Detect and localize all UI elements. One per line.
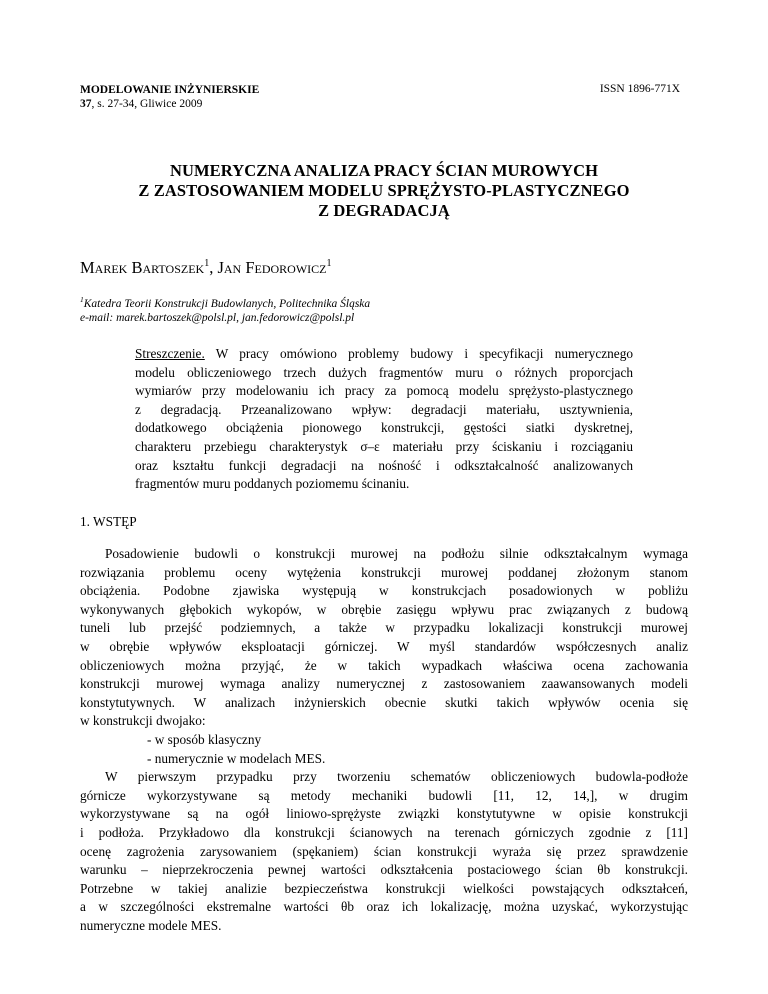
body-line: rozwiązania problemu oceny wytężenia konstrukcji murowej poddanej złożonym stanom xyxy=(80,564,688,580)
body-line: konstytutywnych. W analizach inżynierskich obecnie skutki takich wpływów ocenia się xyxy=(80,694,688,710)
body-line: w obrębie wpływów eksploatacji górniczej. W myśl standardów współczesnych analiz xyxy=(80,638,688,654)
affil-mark: 1 xyxy=(80,295,84,304)
body-line: górnicze wykorzystywane są metody mechaniki budowli [11, 12, 14,], w drugim xyxy=(80,787,688,803)
title-line: NUMERYCZNA ANALIZA PRACY ŚCIAN MUROWYCH xyxy=(169,161,599,180)
author-affil-mark: 1 xyxy=(204,258,210,269)
body-line: tuneli lub przejść podziemnych, a także w przypadku lokalizacji konstrukcji murowej xyxy=(80,620,688,636)
abstract-line: charakteru przebiegu charakterystyk σ–ε materiału przy ściskaniu i rozciąganiu xyxy=(135,438,633,454)
body-line: W pierwszym przypadku przy tworzeniu schematów obliczeniowych budowla-podłoże xyxy=(105,769,688,785)
abstract xyxy=(135,345,633,494)
author-separator: , xyxy=(209,258,218,277)
body-line: Potrzebne w takiej analizie bezpieczeństwa konstrukcji wielkości powstających odkształceń, xyxy=(80,880,688,896)
title-line: Z DEGRADACJĄ xyxy=(318,201,450,220)
section-heading: 1. WSTĘP xyxy=(80,514,137,529)
author-affil-mark: 1 xyxy=(326,258,332,269)
body-text xyxy=(80,545,688,935)
body-line: - numerycznie w modelach MES. xyxy=(147,750,326,766)
abstract-line: modelu obliczeniowego trzech dużych fragmentów muru o różnych proporcjach xyxy=(135,364,633,380)
body-line: ocenę zagrożenia zarysowaniem (spękaniem) ścian konstrukcji wyraża się przez sprawdzenie xyxy=(80,843,688,859)
abstract-line: dodatkowego obciążenia pionowego konstrukcji, gęstości siatki dyskretnej, xyxy=(135,420,633,436)
body-line: konstrukcji murowej wymaga analizy numerycznej z zastosowaniem zaawansowanych modeli xyxy=(80,676,688,692)
authors xyxy=(80,258,332,278)
abstract-line: z degradacją. Przeanalizowano wpływ: degradacji materiału, usztywnienia, xyxy=(135,401,633,417)
body-line: w konstrukcji dwojako: xyxy=(80,713,206,729)
affil-institution: Katedra Teorii Konstrukcji Budowlanych, Politechnika Śląska xyxy=(83,298,371,310)
journal-header xyxy=(80,83,259,111)
body-line: - w sposób klasyczny xyxy=(147,731,262,747)
body-line: Posadowienie budowli o konstrukcji murowej na podłożu silnie odkształcalnym wymaga xyxy=(105,546,688,561)
affil-email: e-mail: marek.bartoszek@polsl.pl, jan.fedorowicz@polsl.pl xyxy=(80,312,355,324)
body-line: obciążenia. Podobne zjawiska występują w konstrukcjach posadowionych w pobliżu xyxy=(80,583,688,599)
body-line: a w szczególności ekstremalne wartości θb oraz ich lokalizację, można uzyskać, wykorzystując xyxy=(80,899,688,915)
title-line: Z ZASTOSOWANIEM MODELU SPRĘŻYSTO-PLASTYCZNEGO xyxy=(138,181,630,200)
abstract-line: wymiarów przy modelowaniu ich pracy za pomocą modelu sprężysto-plastycznego xyxy=(135,383,633,399)
abstract-line: oraz kształtu funkcji degradacji na nośność i odkształcalność analizowanych xyxy=(135,457,633,473)
paper-title xyxy=(80,161,688,221)
volume-number: 37 xyxy=(80,98,92,110)
abstract-label: Streszczenie. xyxy=(135,346,205,361)
author-name: Marek Bartoszek xyxy=(80,258,205,277)
body-line: numeryczne modele MES. xyxy=(80,917,222,933)
abstract-line: fragmentów muru poddanych poziomemu ścinaniu. xyxy=(135,476,410,492)
abstract-line: W pracy omówiono problemy budowy i specyfikacji numerycznego xyxy=(204,346,633,361)
volume-pages: , s. 27-34, Gliwice 2009 xyxy=(91,98,203,110)
issn: ISSN 1896-771X xyxy=(599,83,680,95)
journal-volume xyxy=(80,97,259,111)
affiliation xyxy=(80,297,370,325)
body-line: wykonywanych głębokich wykopów, w obrębie zasięgu wpływu prac związanych z budową xyxy=(80,601,688,617)
journal-name: MODELOWANIE INŻYNIERSKIE xyxy=(80,84,260,96)
body-line: wykorzystywane są na ogół liniowo-sprężyste związki konstytutywne w opisie konstrukcji xyxy=(80,806,688,822)
author-name: Jan Fedorowicz xyxy=(217,258,327,277)
body-line: i podłoża. Przykładowo dla konstrukcji ścianowych na terenach górniczych zgodnie z [11] xyxy=(80,824,688,840)
body-line: warunku – nieprzekroczenia pewnej wartości odkształcenia postaciowego ścian θb konstrukcji. xyxy=(80,862,688,878)
body-line: obliczeniowych można przyjąć, że w takich wypadkach właściwa ocena zachowania xyxy=(80,657,688,673)
